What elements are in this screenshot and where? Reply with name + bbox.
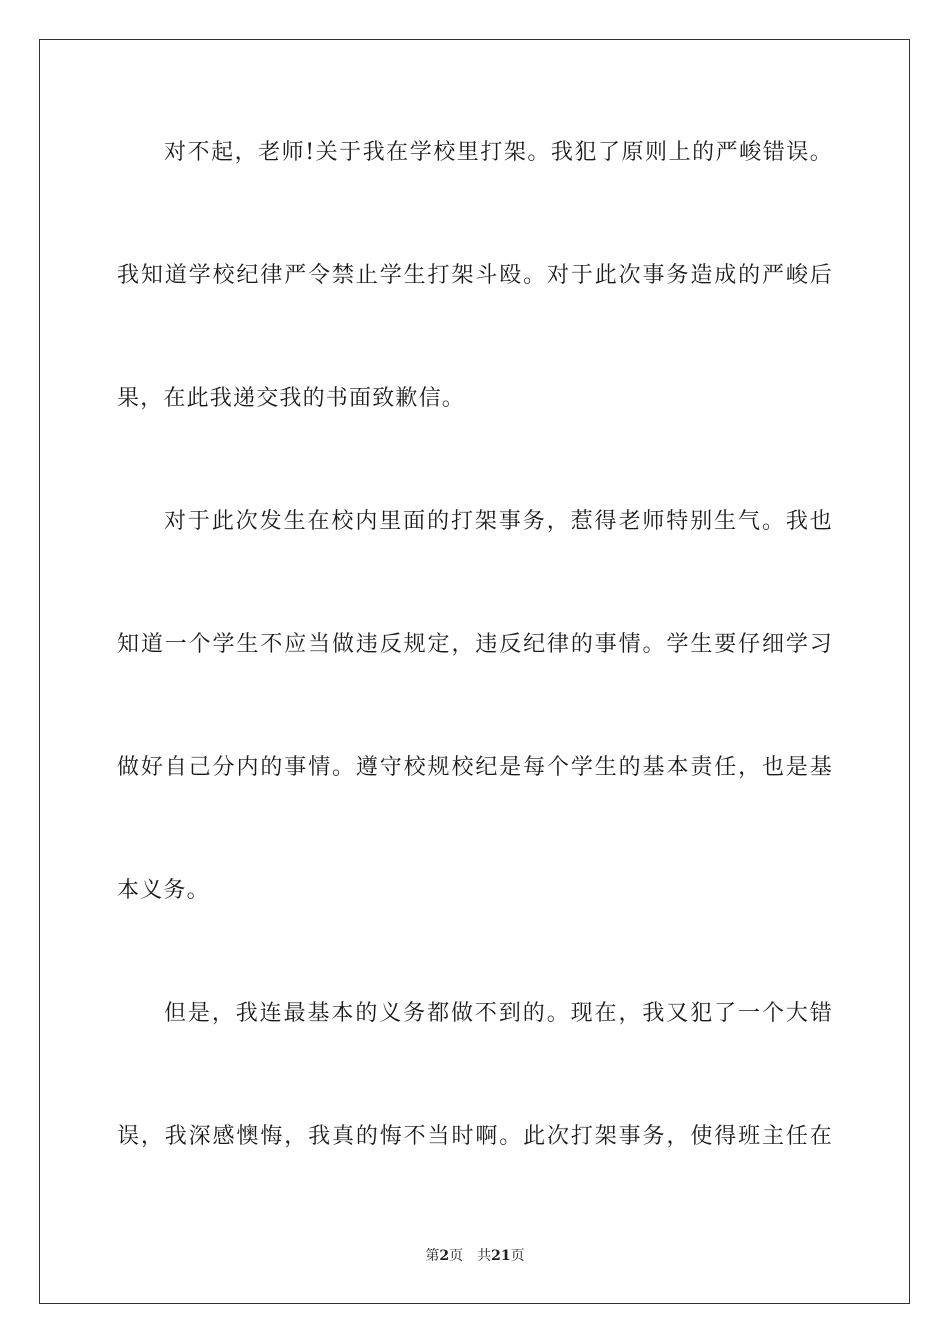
paragraph-3-line-2: 误，我深感懊悔，我真的悔不当时啊。此次打架事务，使得班主任在 [117, 1124, 833, 1149]
paragraph-1-line-1: 对不起，老师!关于我在学校里打架。我犯了原则上的严峻错误。 [164, 140, 833, 165]
page-number: 2 [439, 1248, 450, 1264]
paragraph-2-line-3: 做好自己分内的事情。遵守校规校纪是每个学生的基本责任，也是基 [117, 755, 833, 780]
total-pages: 21 [491, 1248, 511, 1264]
paragraph-3-line-1: 但是，我连最基本的义务都做不到的。现在，我又犯了一个大错 [164, 1001, 833, 1026]
page-footer [0, 1247, 950, 1265]
page-border [39, 39, 910, 1304]
total-prefix: 共 [477, 1248, 492, 1264]
total-suffix: 页 [510, 1248, 525, 1264]
page-prefix: 第 [425, 1248, 440, 1264]
paragraph-1-line-2: 我知道学校纪律严令禁止学生打架斗殴。对于此次事务造成的严峻后 [117, 263, 833, 288]
paragraph-2-line-4: 本义务。 [117, 878, 210, 903]
page-suffix: 页 [449, 1248, 464, 1264]
paragraph-1-line-3: 果，在此我递交我的书面致歉信。 [117, 386, 466, 411]
paragraph-2-line-1: 对于此次发生在校内里面的打架事务，惹得老师特别生气。我也 [164, 509, 833, 534]
paragraph-2-line-2: 知道一个学生不应当做违反规定，违反纪律的事情。学生要仔细学习 [117, 632, 833, 657]
